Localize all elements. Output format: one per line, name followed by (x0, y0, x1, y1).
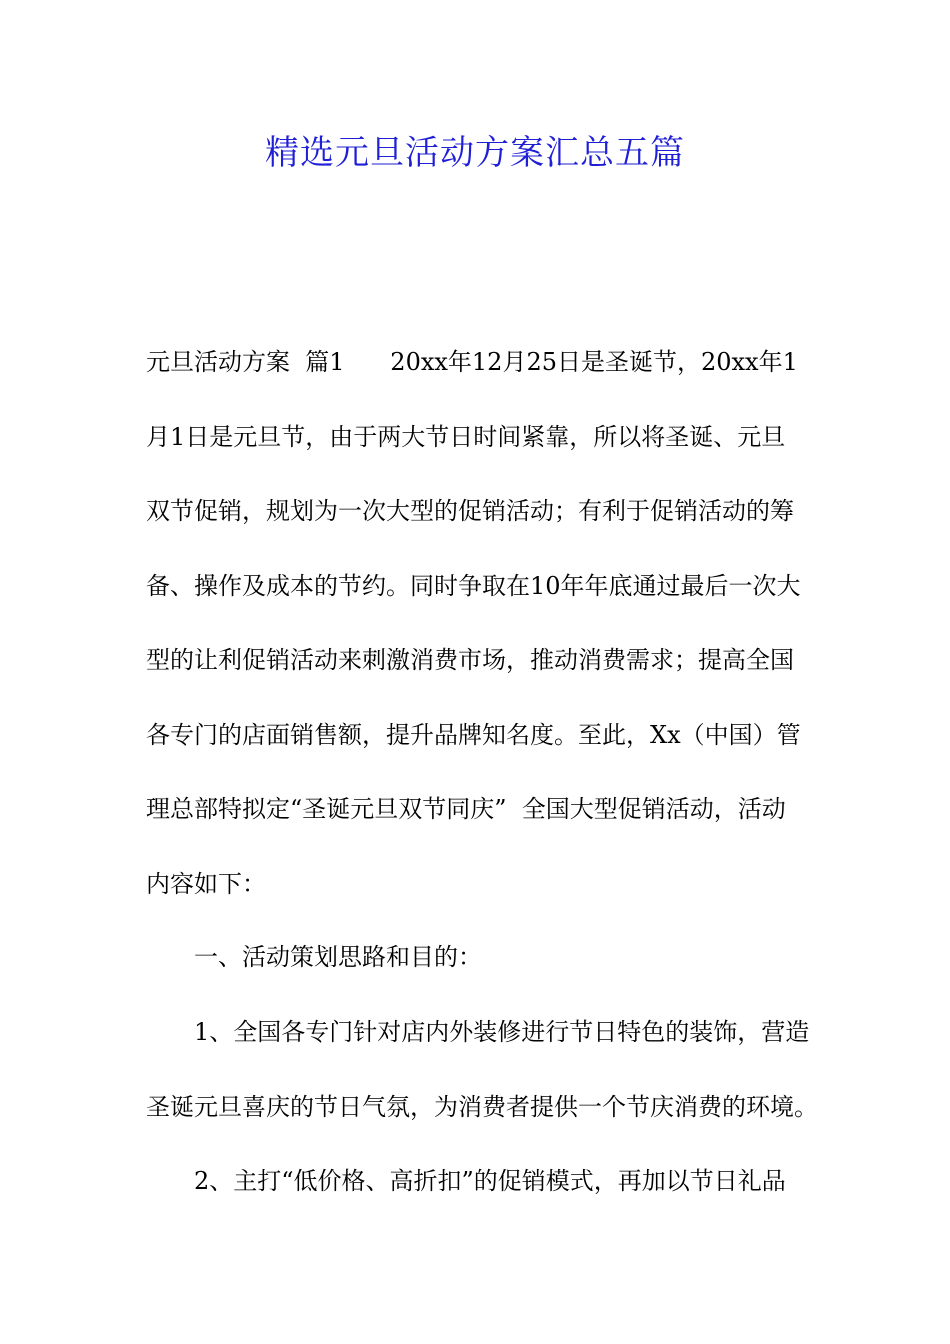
paragraph-item-1 (146, 995, 818, 1144)
text-line: 型的让利促销活动来刺激消费市场，推动消费需求；提高全国 (146, 646, 794, 674)
document-title: 精选元旦活动方案汇总五篇 (265, 133, 685, 173)
text-line: 双节促销，规划为一次大型的促销活动；有利于促销活动的筹 (146, 497, 794, 525)
text-line: 1、全国各专门针对店内外装修进行节日特色的装饰，营造 (194, 1018, 810, 1046)
text-line: 2、主打“低价格、高折扣”的促销模式，再加以节日礼品 (194, 1167, 786, 1195)
text-line: 月1日是元旦节，由于两大节日时间紧靠，所以将圣诞、元旦 (146, 422, 786, 451)
paragraph-item-2 (146, 1144, 808, 1219)
text-line: 内容如下： (146, 869, 266, 898)
text-line: 元旦活动方案 篇1 20xx年12月25日是圣诞节，20xx年1 (146, 348, 798, 376)
text-line: 圣诞元旦喜庆的节日气氛，为消费者提供一个节庆消费的环境。 (146, 1092, 818, 1121)
section-heading (146, 920, 808, 995)
text-line: 各专门的店面销售额，提升品牌知名度。至此，Xx（中国）管 (146, 720, 801, 749)
text-line: 备、操作及成本的节约。同时争取在10年年底通过最后一次大 (146, 571, 801, 600)
paragraph-intro (146, 325, 808, 921)
text-line: 理总部特拟定“圣诞元旦双节同庆” 全国大型促销活动，活动 (146, 795, 786, 823)
text-line: 一、活动策划思路和目的： (194, 943, 482, 971)
